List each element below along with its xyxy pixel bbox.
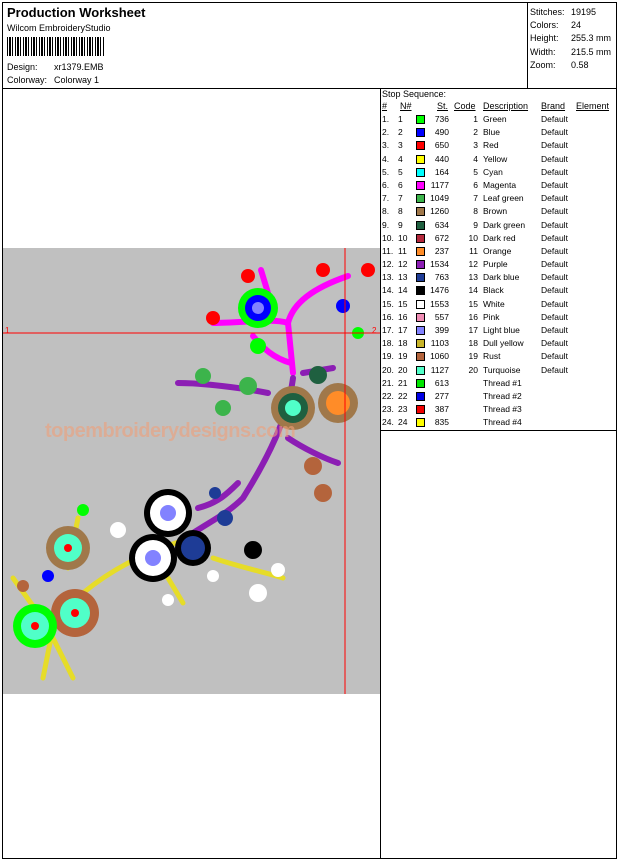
row-description: Yellow (483, 153, 508, 164)
row-index: 12. (382, 259, 394, 270)
color-swatch (416, 168, 425, 177)
row-code: 3 (473, 140, 478, 151)
row-description: Pink (483, 311, 500, 322)
row-code: 2 (473, 127, 478, 138)
row-stitches: 1476 (430, 285, 449, 296)
row-index: 8. (382, 206, 390, 217)
row-needle: 8 (398, 206, 403, 217)
row-code: 8 (473, 206, 478, 217)
row-index: 6. (382, 179, 390, 190)
row-index: 13. (382, 272, 394, 283)
row-stitches: 1260 (430, 206, 449, 217)
stop-sequence-table (380, 114, 616, 431)
row-stitches: 1127 (430, 364, 449, 375)
row-description: Turquoise (483, 364, 521, 375)
flower-black-1 (144, 489, 192, 537)
row-brand: Default (541, 232, 568, 243)
row-stitches: 672 (434, 232, 449, 243)
row-index: 1. (382, 114, 390, 124)
row-stitches: 634 (434, 219, 449, 230)
row-brand: Default (541, 285, 568, 296)
color-swatch (416, 379, 425, 388)
row-stitches: 650 (434, 140, 449, 151)
row-stitches: 763 (434, 272, 449, 283)
row-brand: Default (541, 245, 568, 256)
guide-marker-1: 1 (5, 326, 10, 335)
flower-blue (175, 530, 211, 566)
table-row (380, 127, 616, 140)
row-needle: 2 (398, 127, 403, 138)
flower-right (318, 383, 358, 423)
row-code: 10 (468, 232, 478, 243)
row-index: 22. (382, 390, 394, 401)
color-swatch (416, 247, 425, 256)
table-row (380, 417, 616, 430)
row-stitches: 1060 (430, 351, 449, 362)
col-header-brand: Brand (541, 101, 566, 111)
table-row (380, 285, 616, 298)
row-description: Thread #2 (483, 390, 522, 401)
row-code: 5 (473, 166, 478, 177)
col-header-element: Element (576, 101, 610, 111)
row-brand: Default (541, 298, 568, 309)
row-stitches: 399 (434, 325, 449, 335)
row-code: 17 (468, 325, 478, 335)
color-swatch (416, 313, 425, 322)
row-description: Black (483, 285, 504, 296)
flower-left-3 (13, 604, 57, 648)
row-brand: Default (541, 206, 568, 217)
software-name: Wilcom EmbroideryStudio (7, 23, 111, 33)
table-row (380, 338, 616, 351)
row-needle: 15 (398, 298, 408, 309)
row-description: Thread #3 (483, 404, 522, 415)
row-brand: Default (541, 311, 568, 322)
row-stitches: 613 (434, 377, 449, 388)
row-needle: 12 (398, 259, 408, 270)
row-stitches: 387 (434, 404, 449, 415)
row-stitches: 164 (434, 166, 449, 177)
flower-left-2 (51, 589, 99, 637)
row-index: 3. (382, 140, 390, 151)
row-stitches: 557 (434, 311, 449, 322)
row-index: 24. (382, 417, 394, 428)
row-index: 17. (382, 325, 394, 335)
color-swatch (416, 339, 425, 348)
row-description: Dark green (483, 219, 526, 230)
row-code: 11 (469, 245, 478, 256)
row-description: Orange (483, 245, 512, 256)
row-code: 19 (468, 351, 478, 362)
table-row (380, 391, 616, 404)
page-title: Production Worksheet (7, 5, 146, 20)
col-header-description: Description (483, 101, 529, 111)
row-index: 19. (382, 351, 394, 362)
row-code: 4 (473, 153, 478, 164)
row-stitches: 1103 (430, 338, 449, 349)
row-brand: Default (541, 140, 568, 151)
color-swatch (416, 128, 425, 137)
color-swatch (416, 392, 425, 401)
row-index: 21. (382, 377, 394, 388)
row-brand: Default (541, 259, 568, 270)
row-description: Leaf green (483, 193, 524, 204)
colorway-value: Colorway 1 (54, 75, 100, 85)
row-description: Green (483, 114, 507, 124)
row-stitches: 1177 (430, 179, 449, 190)
row-description: Red (483, 140, 499, 151)
color-swatch (416, 300, 425, 309)
row-description: Dull yellow (483, 338, 524, 349)
row-needle: 16 (398, 311, 408, 322)
row-code: 7 (473, 193, 478, 204)
row-index: 11. (382, 245, 394, 256)
row-code: 13 (468, 272, 478, 283)
row-brand: Default (541, 338, 568, 349)
row-code: 12 (468, 259, 478, 270)
row-brand: Default (541, 166, 568, 177)
row-needle: 10 (398, 232, 408, 243)
color-swatch (416, 207, 425, 216)
row-index: 15. (382, 298, 394, 309)
row-index: 16. (382, 311, 394, 322)
colorway-label: Colorway: (7, 75, 48, 85)
row-code: 1 (473, 114, 478, 124)
row-stitches: 490 (434, 127, 449, 138)
table-row (380, 312, 616, 325)
row-stitches: 237 (434, 245, 449, 256)
row-stitches: 1049 (430, 193, 449, 204)
row-code: 9 (473, 219, 478, 230)
row-description: Magenta (483, 179, 517, 190)
table-row (380, 325, 616, 338)
row-needle: 3 (398, 140, 403, 151)
table-row (380, 206, 616, 219)
table-row (380, 193, 616, 206)
row-code: 6 (473, 179, 478, 190)
table-row (380, 378, 616, 391)
row-needle: 22 (398, 390, 408, 401)
row-index: 14. (382, 285, 394, 296)
color-swatch (416, 405, 425, 414)
row-needle: 20 (398, 364, 408, 375)
color-swatch (416, 286, 425, 295)
row-index: 4. (382, 153, 390, 164)
color-swatch (416, 260, 425, 269)
flower-left-1 (46, 526, 90, 570)
design-label: Design: (7, 62, 38, 72)
table-row (380, 220, 616, 233)
row-description: Thread #4 (483, 417, 522, 428)
row-brand: Default (541, 325, 568, 335)
color-swatch (416, 352, 425, 361)
row-stitches: 736 (434, 114, 449, 124)
row-index: 18. (382, 338, 394, 349)
table-row (380, 114, 616, 127)
row-needle: 13 (398, 272, 408, 283)
table-row (380, 167, 616, 180)
table-row (380, 351, 616, 364)
flower-top (238, 288, 278, 328)
col-header-idx: # (382, 101, 388, 111)
row-needle: 1 (398, 114, 403, 124)
table-row (380, 233, 616, 246)
row-code: 14 (468, 285, 478, 296)
table-row (380, 140, 616, 153)
table-row (380, 180, 616, 193)
row-needle: 19 (398, 351, 408, 362)
table-row (380, 365, 616, 378)
color-swatch (416, 115, 425, 124)
row-needle: 6 (398, 179, 403, 190)
row-stitches: 277 (434, 390, 449, 401)
row-needle: 24 (398, 417, 408, 428)
row-brand: Default (541, 153, 568, 164)
row-needle: 23 (398, 404, 408, 415)
row-stitches: 1534 (430, 259, 449, 270)
row-code: 18 (468, 338, 478, 349)
table-row (380, 259, 616, 272)
header-divider (2, 88, 617, 89)
row-description: Purple (483, 259, 508, 270)
embroidery-artwork (3, 248, 380, 694)
color-swatch (416, 366, 425, 375)
row-description: Thread #1 (483, 377, 522, 388)
col-header-st: St. (437, 101, 449, 111)
flower-black-2 (129, 534, 177, 582)
row-brand: Default (541, 219, 568, 230)
row-description: Blue (483, 127, 501, 138)
row-index: 7. (382, 193, 390, 204)
row-index: 20. (382, 364, 394, 375)
row-description: Light blue (483, 325, 520, 335)
row-code: 20 (468, 364, 478, 375)
design-value: xr1379.EMB (54, 62, 104, 72)
row-needle: 5 (398, 166, 403, 177)
row-needle: 11 (398, 245, 407, 256)
barcode (7, 37, 104, 56)
row-description: Rust (483, 351, 501, 362)
row-needle: 17 (398, 325, 408, 335)
stats-divider (527, 2, 528, 88)
color-swatch (416, 155, 425, 164)
guide-marker-2: 2 (372, 326, 377, 335)
color-swatch (416, 273, 425, 282)
row-index: 23. (382, 404, 394, 415)
table-row (380, 272, 616, 285)
row-index: 10. (382, 232, 394, 243)
row-brand: Default (541, 272, 568, 283)
row-description: Cyan (483, 166, 503, 177)
row-stitches: 835 (434, 417, 449, 428)
color-swatch (416, 181, 425, 190)
row-brand: Default (541, 114, 568, 124)
table-row (380, 299, 616, 312)
row-description: Dark red (483, 232, 516, 243)
row-stitches: 440 (434, 153, 449, 164)
row-index: 9. (382, 219, 390, 230)
row-description: White (483, 298, 505, 309)
color-swatch (416, 234, 425, 243)
color-swatch (416, 194, 425, 203)
row-needle: 14 (398, 285, 408, 296)
row-code: 15 (468, 298, 478, 309)
table-row (380, 246, 616, 259)
row-index: 2. (382, 127, 390, 138)
row-brand: Default (541, 127, 568, 138)
row-needle: 18 (398, 338, 408, 349)
color-swatch (416, 141, 425, 150)
col-header-n: N# (400, 101, 412, 111)
watermark: topembroiderydesigns.com (45, 420, 296, 442)
row-code: 16 (468, 311, 478, 322)
row-needle: 7 (398, 193, 403, 204)
color-swatch (416, 418, 425, 427)
row-needle: 9 (398, 219, 403, 230)
row-brand: Default (541, 351, 568, 362)
row-index: 5. (382, 166, 390, 177)
row-brand: Default (541, 364, 568, 375)
color-swatch (416, 326, 425, 335)
col-header-code: Code (454, 101, 476, 111)
row-brand: Default (541, 193, 568, 204)
stop-sequence-title: Stop Sequence: (382, 89, 447, 99)
row-stitches: 1553 (430, 298, 449, 309)
row-description: Dark blue (483, 272, 520, 283)
table-row (380, 404, 616, 417)
design-preview (3, 248, 380, 694)
row-needle: 21 (398, 377, 408, 388)
row-needle: 4 (398, 153, 403, 164)
row-brand: Default (541, 179, 568, 190)
row-description: Brown (483, 206, 508, 217)
color-swatch (416, 221, 425, 230)
table-row (380, 154, 616, 167)
